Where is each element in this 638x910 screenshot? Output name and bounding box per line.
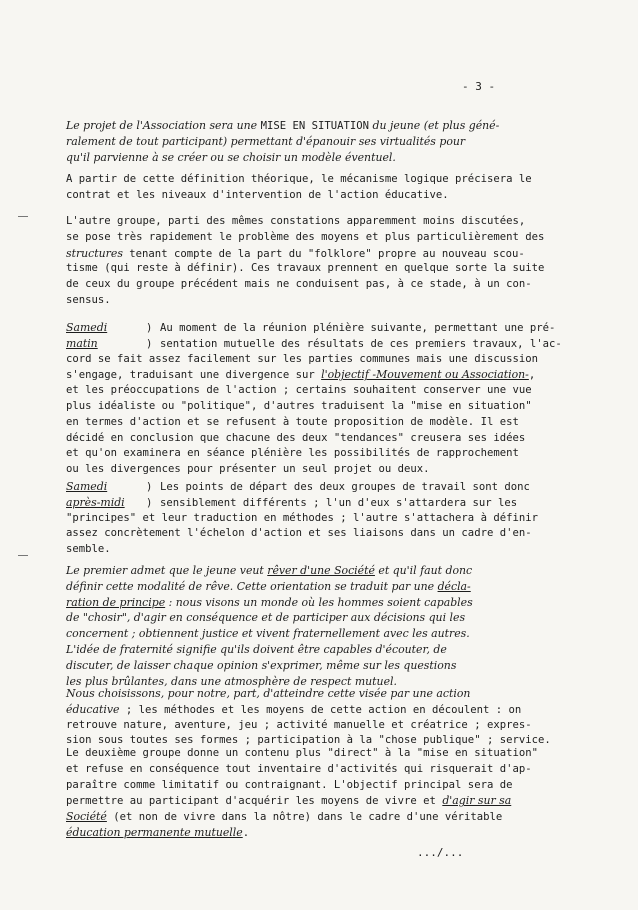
text-line [66,383,576,399]
text-run: contrat et les niveaux d'intervention de l'action éducative. [66,188,449,201]
text-line [66,336,576,352]
text-run: cord se fait assez facilement sur les parties communes mais une discussion [66,352,538,365]
underlined-text: l'objectif -Mouvement ou Association- [321,368,529,382]
text-run: s'engage, traduisant une divergence sur [66,369,322,382]
paragraph-1 [66,118,576,165]
paragraph-2 [66,172,576,204]
text-line [66,526,576,542]
text-run: A partir de cette définition théorique, le mécanisme logique précisera le [66,173,532,185]
text-run: plus idéaliste ou "politique", d'autres traduisent la "mise en situation" [66,399,532,412]
text-line [66,686,576,702]
paragraph-3 [66,214,576,309]
text-line [66,718,576,734]
text-line [66,261,576,277]
hole-punch-mark [18,216,28,217]
text-run: Au moment de la réunion plénière suivante, permettant une pré- [160,322,556,334]
text-line [66,320,576,336]
text-line [66,134,576,150]
text-line [66,230,576,246]
text-line [66,610,576,626]
underlined-text: rêver d'une Société [267,564,375,577]
text-run: tisme (qui reste à définir). Ces travaux prennent en quelque sorte la suite [66,262,545,275]
text-run: paraître comme limitatif ou contraignant. L'objectif principal sera de [66,778,513,791]
text-run: "principes" et leur traduction en méthodes ; l'autre s'attachera à définir [66,511,538,524]
text-run: se pose très rapidement le problème des moyens et plus particulièrement des [66,230,545,243]
text-run: les plus brûlantes, dans une atmosphère de respect mutuel. [66,674,397,688]
text-line [66,746,576,762]
text-run: qu'il parvienne à se créer ou se choisir un modèle éventuel. [66,150,396,164]
text-run: MISE EN SITUATION [260,120,370,132]
session-label: Samedi [66,480,108,493]
text-line [66,118,576,134]
bracket-mark: ) [146,322,153,334]
text-line [66,658,576,674]
text-run: tenant compte de la part du "folklore" propre au nouveau scou- [122,247,525,260]
underlined-text: ration de principe [66,595,166,609]
paragraph-nous-choisissons [66,686,576,749]
text-run: sion sous toutes ses formes ; participation à la "chose publique" ; service. [66,734,551,747]
underlined-text: éducation permanente mutuelle [66,825,243,839]
text-run: du jeune (et plus géné- [369,119,500,132]
session-label: après-midi [66,495,125,509]
text-run: de ceux du groupe précédent mais ne conduisent pas, à ce stade, à un con- [66,278,532,291]
text-run: ou les divergences pour présenter un seul projet ou deux. [66,463,430,476]
text-line [66,595,576,611]
text-run: structures [66,246,123,260]
text-run: et qu'il faut donc [374,564,473,577]
text-run: L'autre groupe, parti des mêmes constations apparemment moins discutées, [66,215,526,227]
text-line [66,293,576,309]
bracket-mark: ) [146,496,153,509]
text-line [66,150,576,166]
text-line [66,214,576,230]
text-run: retrouve nature, aventure, jeu ; activité manuelle et créatrice ; expres- [66,718,532,731]
bracket-mark: ) [146,481,153,493]
text-run: concernent ; obtiennent justice et vivent fraternellement avec les autres. [66,627,470,641]
text-line [66,579,576,595]
text-run: Le premier admet que le jeune veut [66,564,268,577]
paragraph-premier-groupe [66,563,576,689]
text-run: et les préoccupations de l'action ; certains souhaitent conserver une vue [66,384,532,397]
text-run: (et non de vivre dans la nôtre) dans le cadre d'une véritable [106,811,503,824]
text-run: . [242,826,250,839]
text-line [66,462,576,478]
text-run: ralement de tout participant) permettant d'épanouir ses virtualités pour [66,134,466,148]
text-line [66,246,576,262]
text-run: sensus. [66,293,111,306]
text-line [66,542,576,558]
continuation-marker: .../... [417,846,464,859]
text-line [66,825,576,841]
text-line [66,415,576,431]
text-run: : nous visons un monde où les hommes soient capables [165,595,473,609]
text-run: Nous choisissons, pour notre, part, d'atteindre cette visée par une action [66,687,471,700]
text-line [66,479,576,495]
text-line [66,793,576,809]
paragraph-deuxieme-groupe [66,746,576,841]
text-line [66,446,576,462]
text-line [66,626,576,642]
paragraph-samedi-matin [66,320,576,478]
bracket-mark: ) [146,337,153,350]
text-line [66,702,576,718]
text-line [66,563,576,579]
text-run: permettre au participant d'acquérir les moyens de vivre et [66,795,443,808]
text-run: Les points de départ des deux groupes de travail sont donc [160,481,530,493]
text-run: , [528,369,536,382]
text-line [66,352,576,368]
hole-punch-mark [18,555,28,556]
text-run: en termes d'action et se refusent à toute proposition de modèle. Il est [66,415,519,428]
underlined-text: décla- [437,579,471,593]
text-run: de "chosir", d'agir en conséquence et de participer aux décisions qui les [66,611,466,625]
text-run: Le deuxième groupe donne un contenu plus "direct" à la "mise en situation" [66,747,538,759]
text-line [66,809,576,825]
underlined-text: Société [66,810,107,824]
text-run: définir cette modalité de rêve. Cette orientation se traduit par une [66,579,438,593]
text-line [66,642,576,658]
text-run: ; les méthodes et les moyens de cette action en découlent : on [119,703,522,716]
text-run: et qu'on examinera en séance plénière les possibilités de rapprochement [66,447,519,460]
text-line [66,431,576,447]
text-run: décidé en conclusion que chacune des deux "tendances" creusera ses idées [66,431,526,444]
session-label: matin [66,336,98,350]
text-run: Le projet de l'Association sera une [66,119,261,132]
text-line [66,188,576,204]
text-run: assez concrètement l'échelon d'action et ses liaisons dans un cadre d'en- [66,527,532,540]
text-line [66,495,576,511]
text-line [66,762,576,778]
paragraph-samedi-apres-midi [66,479,576,558]
text-line [66,399,576,415]
text-run: et refuse en conséquence tout inventaire d'activités qui risquerait d'ap- [66,762,532,775]
text-line [66,172,576,188]
text-run: éducative [66,702,120,716]
session-label: Samedi [66,321,108,334]
text-line [66,367,576,383]
text-run: sensiblement différents ; l'un d'eux s'attardera sur les [160,496,518,509]
text-run: sentation mutuelle des résultats de ces premiers travaux, l'ac- [160,337,562,350]
page-number: - 3 - [462,80,496,93]
text-run: L'idée de fraternité signifie qu'ils doivent être capables d'écouter, de [66,642,447,656]
text-run: discuter, de laisser chaque opinion s'exprimer, même sur les questions [66,658,457,672]
underlined-text: d'agir sur sa [442,794,512,808]
text-run: semble. [66,543,111,556]
text-line [66,778,576,794]
text-line [66,277,576,293]
text-line [66,511,576,527]
